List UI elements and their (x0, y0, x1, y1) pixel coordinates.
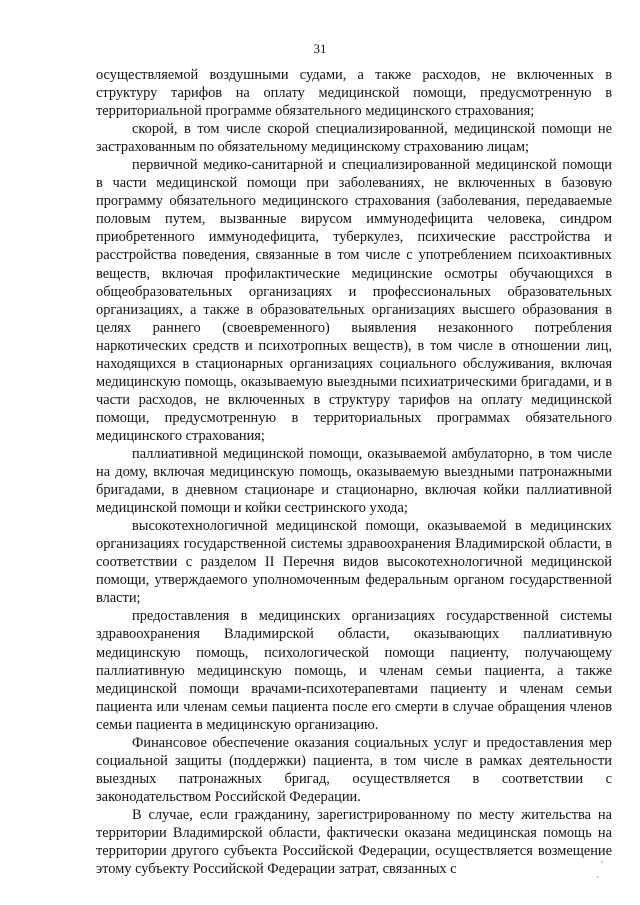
paragraph-palliative-care: паллиативной медицинской помощи, оказываемой амбулаторно, в том числе на дому, включая медицинскую помощь, оказываемую выездными патронажными бригадами, в дневном стационаре и стационарно, включая койки паллиативной медицинской помощи и койки сестринского ухода; (96, 445, 612, 517)
page-number: 31 (313, 41, 327, 56)
scan-speck (597, 876, 599, 878)
paragraph-high-tech-care: высокотехнологичной медицинской помощи, оказываемой в медицинских организациях государственной системы здравоохранения Владимирской области, в соответствии с разделом II Перечня видов высокотехнологичной медицинской помощи, утверждаемого уполномоченным федеральным органом государственной власти; (96, 518, 612, 607)
paragraph-psychological-help: предоставления в медицинских организациях государственной системы здравоохранения Владимирской области, оказывающих паллиативную медицинскую помощь, психологической помощи пациенту, получающему паллиативную медицинскую помощь, и членам семьи пациента, а также медицинской помощи врачами-психотерапевтами пациенту и членам семьи пациента или членам семьи пациента после его смерти в случае обращения членов семьи пациента в медицинскую организацию. (96, 608, 612, 733)
body-text (96, 66, 612, 878)
paragraph-social-services-financing: Финансовое обеспечение оказания социальных услуг и предоставления мер социальной защиты (поддержки) пациента, в том числе в рамках деятельности выездных патронажных бригад, осуществляется в соответствии с законодательством Российской Федерации. (96, 734, 612, 805)
paragraph-emergency-care: скорой, в том числе скорой специализированной, медицинской помощи не застрахованным по обязательному медицинскому страхованию лицам; (96, 121, 612, 156)
paragraph-air-transport-expenses: осуществляемой воздушными судами, а также расходов, не включенных в структуру тарифов на оплату медицинской помощи, предусмотренную в территориальной программе обязательного медицинского страхования; (96, 67, 612, 120)
scan-speck (601, 861, 603, 863)
paragraph-other-region-reimbursement: В случае, если гражданину, зарегистрированному по месту жительства на территории Владимирской области, фактически оказана медицинская помощь на территории другого субъекта Российской Федерации, осуществляется возмещение этому субъекту Российской Федерации затрат, связанных с (96, 806, 612, 878)
paragraph-primary-specialized-care: первичной медико-санитарной и специализированной медицинской помощи в части медицинской помощи при заболеваниях, не включенных в базовую программу обязательного медицинского страхования (заболевания, передаваемые половым путем, вызванные вирусом иммунодефицита человека, синдром приобретенного иммунодефицита, туберкулез, психические расстройства и расстройства поведения, связанные в том числе с употреблением психоактивных веществ, включая профилактические медицинские осмотры обучающихся в общеобразовательных организациях и профессиональных образовательных организациях, а также в образовательных организациях высшего образования в целях раннего (своевременного) выявления незаконного потребления наркотических средств и психотропных веществ), в том числе в отношении лиц, находящихся в стационарных организациях социального обслуживания, включая медицинскую помощь, оказываемую выездными психиатрическими бригадами, и в части расходов, не включенных в структуру тарифов на оплату медицинской помощи, предусмотренную в территориальных программах обязательного медицинского страхования; (96, 157, 612, 444)
